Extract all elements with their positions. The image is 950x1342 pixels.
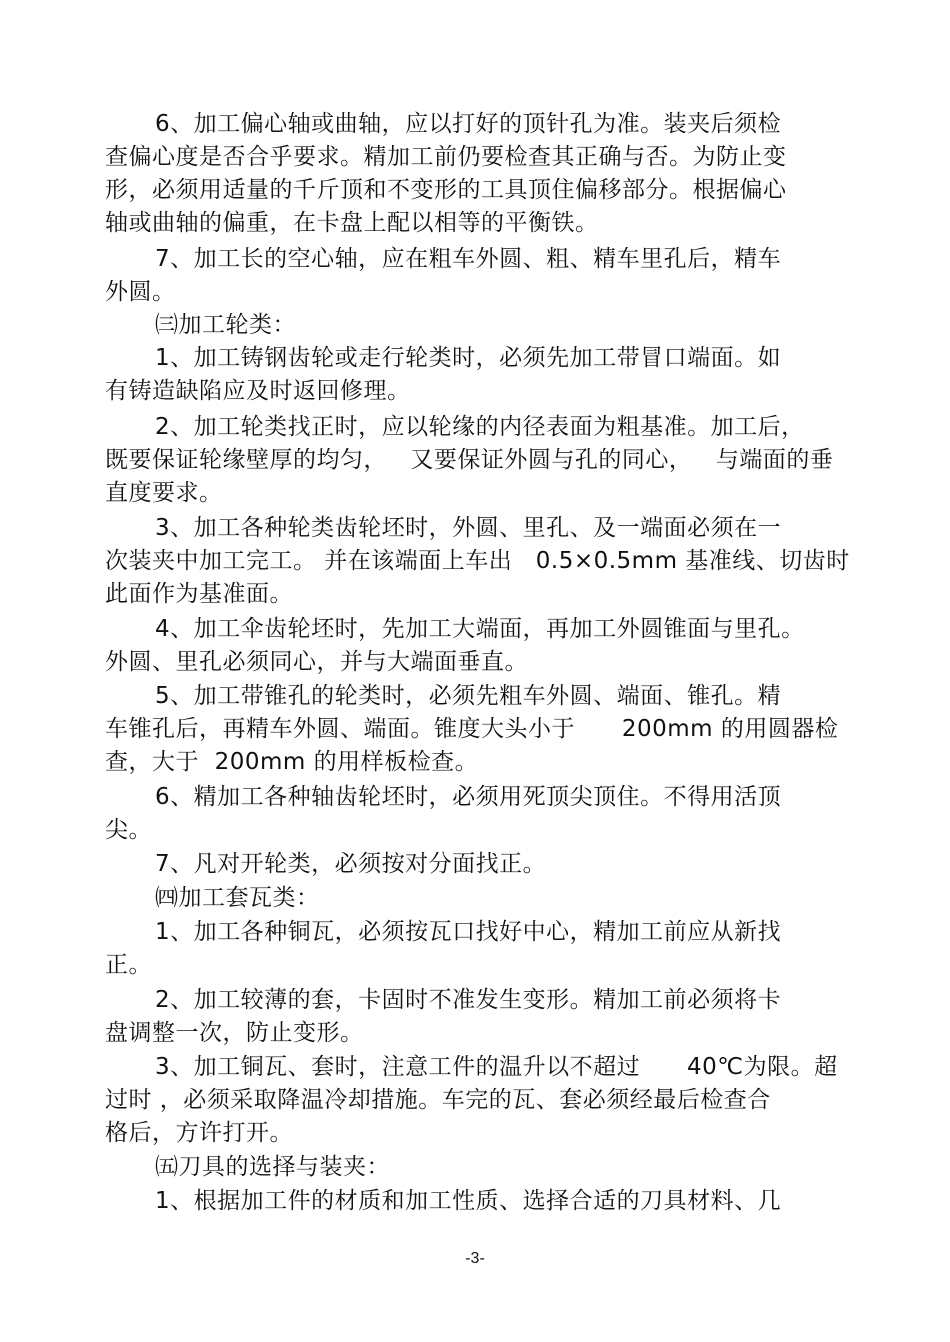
- text-line: 外圆。: [105, 279, 176, 305]
- text-line: 次装夹中加工完工。 并在该端面上车出 0.5×0.5mm 基准线、切齿时: [105, 548, 850, 574]
- section-heading: ㈤刀具的选择与装夹：: [155, 1154, 390, 1180]
- text-line: 5、加工带锥孔的轮类时，必须先粗车外圆、端面、锥孔。精: [155, 683, 782, 709]
- text-line: 盘调整一次，防止变形。: [105, 1020, 364, 1046]
- page-number: -3-: [465, 1250, 485, 1267]
- text-line: 查，大于 200mm 的用样板检查。: [105, 749, 479, 775]
- text-line: 尖。: [105, 817, 152, 843]
- text-line: 6、精加工各种轴齿轮坯时，必须用死顶尖顶住。不得用活顶: [155, 784, 782, 810]
- section-heading: ㈣加工套瓦类：: [155, 885, 320, 911]
- text-line: 4、加工伞齿轮坯时，先加工大端面，再加工外圆锥面与里孔。: [155, 616, 805, 642]
- text-line: 7、加工长的空心轴，应在粗车外圆、粗、精车里孔后，精车: [155, 246, 782, 272]
- text-line: 2、加工较薄的套，卡固时不准发生变形。精加工前必须将卡: [155, 987, 782, 1013]
- text-line: 既要保证轮缘壁厚的均匀， 又要保证外圆与孔的同心， 与端面的垂: [105, 447, 834, 473]
- text-line: 此面作为基准面。: [105, 581, 293, 607]
- text-line: 1、加工铸钢齿轮或走行轮类时，必须先加工带冒口端面。如: [155, 345, 782, 371]
- text-line: 外圆、里孔必须同心，并与大端面垂直。: [105, 649, 528, 675]
- text-line: 有铸造缺陷应及时返回修理。: [105, 378, 411, 404]
- section-heading: ㈢加工轮类：: [155, 312, 296, 338]
- text-line: 查偏心度是否合乎要求。精加工前仍要检查其正确与否。为防止变: [105, 144, 787, 170]
- text-line: 格后，方许打开。: [105, 1120, 293, 1146]
- text-line: 形，必须用适量的千斤顶和不变形的工具顶住偏移部分。根据偏心: [105, 177, 787, 203]
- text-line: 直度要求。: [105, 480, 223, 506]
- text-line: 7、凡对开轮类，必须按对分面找正。: [155, 851, 547, 877]
- text-line: 轴或曲轴的偏重，在卡盘上配以相等的平衡铁。: [105, 210, 599, 236]
- text-line: 正。: [105, 952, 152, 978]
- text-line: 车锥孔后，再精车外圆、端面。锥度大头小于 200mm 的用圆器检: [105, 716, 839, 742]
- text-line: 3、加工铜瓦、套时，注意工件的温升以不超过 40℃为限。超: [155, 1054, 838, 1080]
- text-line: 1、根据加工件的材质和加工性质、选择合适的刀具材料、几: [155, 1188, 782, 1214]
- text-line: 2、加工轮类找正时，应以轮缘的内径表面为粗基准。加工后，: [155, 414, 805, 440]
- text-line: 过时 ，必须采取降温冷却措施。车完的瓦、套必须经最后检查合: [105, 1087, 771, 1113]
- text-line: 3、加工各种轮类齿轮坯时，外圆、里孔、及一端面必须在一: [155, 515, 782, 541]
- text-line: 6、加工偏心轴或曲轴，应以打好的顶针孔为准。装夹后须检: [155, 111, 782, 137]
- text-line: 1、加工各种铜瓦，必须按瓦口找好中心，精加工前应从新找: [155, 919, 782, 945]
